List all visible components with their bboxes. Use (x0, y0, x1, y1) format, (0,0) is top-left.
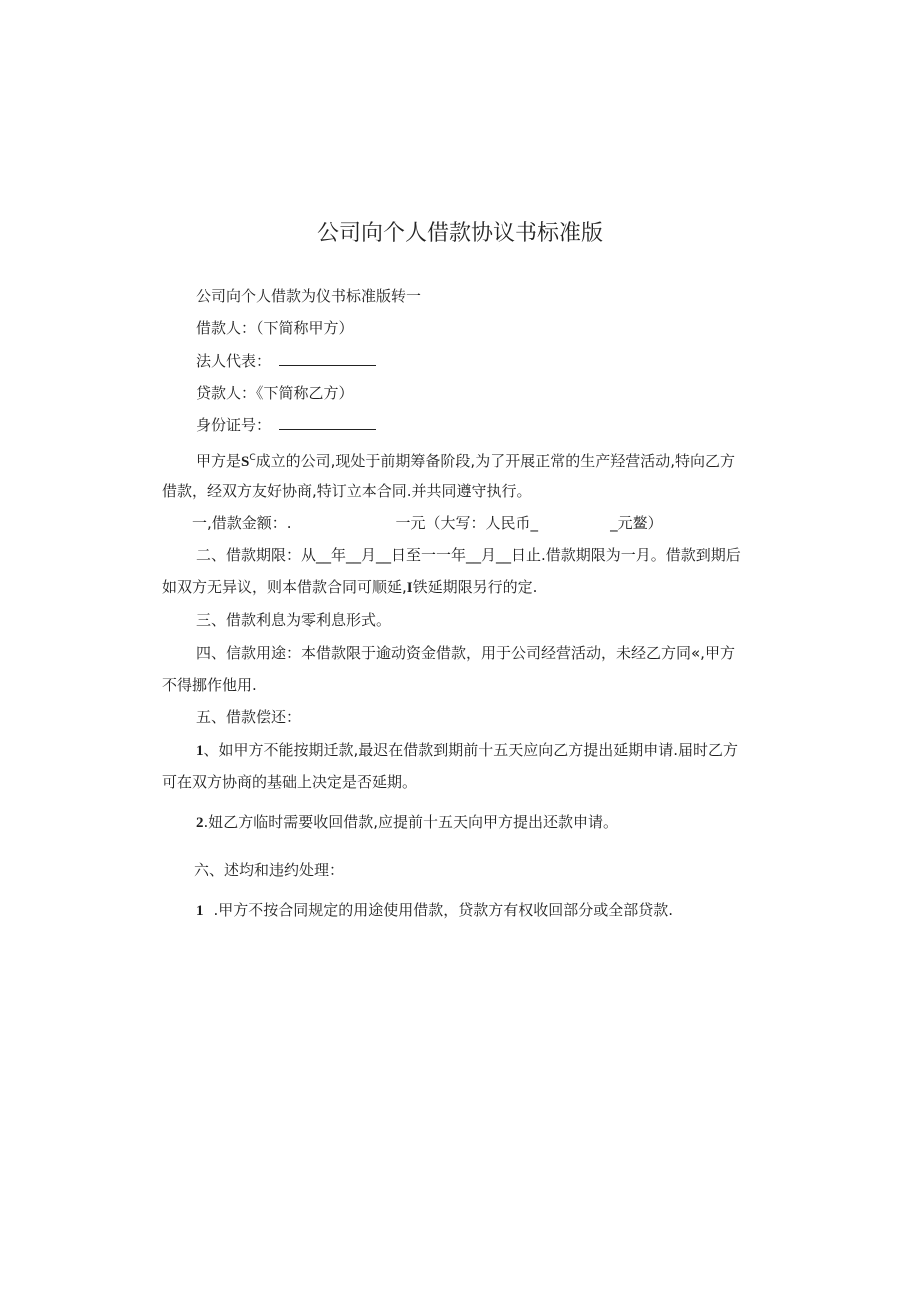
term-text-b: 铁延期限另行的定. (412, 578, 538, 596)
breach-item-1-number: 1 (196, 903, 204, 919)
repay-title: 五、借款偿还： (196, 708, 302, 726)
lender-line: 贷款人：《下简称乙方） (196, 384, 354, 402)
term-symbol: I (406, 580, 413, 596)
id-number-line (196, 415, 376, 435)
interest-line: 三、借款利息为零利息形式。 (196, 611, 392, 629)
document-subtitle: 公司向个人借款为仪书标准版转一 (196, 287, 422, 305)
legal-rep-label: 法人代表： (196, 352, 272, 370)
breach-title: 六、述均和违约处理： (194, 861, 345, 879)
term-line-1: 二、借款期限：从__年__月__日至一一年__月__日止.借款期限为一月。借款到期后 (196, 546, 741, 564)
repay-item-1-line-2: 可在双方协商的基础上决定是否延期。 (162, 773, 418, 791)
amount-label: 一,借款金额：. (192, 514, 292, 532)
repay-item-2-text: .妞乙方临时需要收回借款,应提前十五天向甲方提出还款申请。 (203, 813, 619, 831)
legal-rep-line (196, 351, 376, 371)
legal-rep-blank (279, 352, 376, 366)
repay-item-1-text: 、如甲方不能按期迁款,最迟在借款到期前十五天应向乙方提出延期申请.届时乙方 (203, 741, 739, 759)
breach-item-1-text: .甲方不按合同规定的用途使用借款，贷款方有权收回部分或全部贷款. (213, 901, 674, 919)
repay-item-2-number: 2 (196, 815, 204, 831)
amount-capital-label: 一元（大写：人民币_ (395, 514, 539, 532)
document-title: 公司向个人借款协议书标准版 (316, 221, 603, 246)
borrower-line: 借款人：（下简称甲方） (196, 319, 354, 337)
repay-item-1-line-1 (196, 740, 738, 761)
intro-paragraph-line-2: 借款，经双方友好协商,特订立本合同.并共同遵守执行。 (162, 482, 532, 500)
intro-text-a: 甲方是 (196, 452, 242, 470)
intro-text-b: 成立的公司,现处于前期筹备阶段,为了开展正常的生产羟营活动,特向乙方 (255, 452, 735, 470)
id-number-blank (279, 416, 376, 430)
amount-end: _元鳌） (610, 514, 663, 532)
use-line-1: 四、信款用途：本借款限于逾动资金借款，用于公司经营活动，未经乙方同«,甲方 (196, 644, 735, 662)
repay-item-2 (196, 812, 618, 833)
intro-paragraph-line-1 (196, 448, 735, 472)
breach-item-1 (196, 900, 673, 921)
intro-superscript: C (249, 453, 256, 463)
use-line-2: 不得挪作他用. (162, 676, 257, 694)
term-text-a: 如双方无异议，则本借款合同可顺延, (162, 578, 407, 596)
term-line-2 (162, 577, 537, 598)
intro-number: S (241, 454, 250, 470)
amount-line (192, 513, 663, 533)
id-label: 身份证号： (196, 416, 272, 434)
repay-item-1-number: 1 (196, 743, 204, 759)
